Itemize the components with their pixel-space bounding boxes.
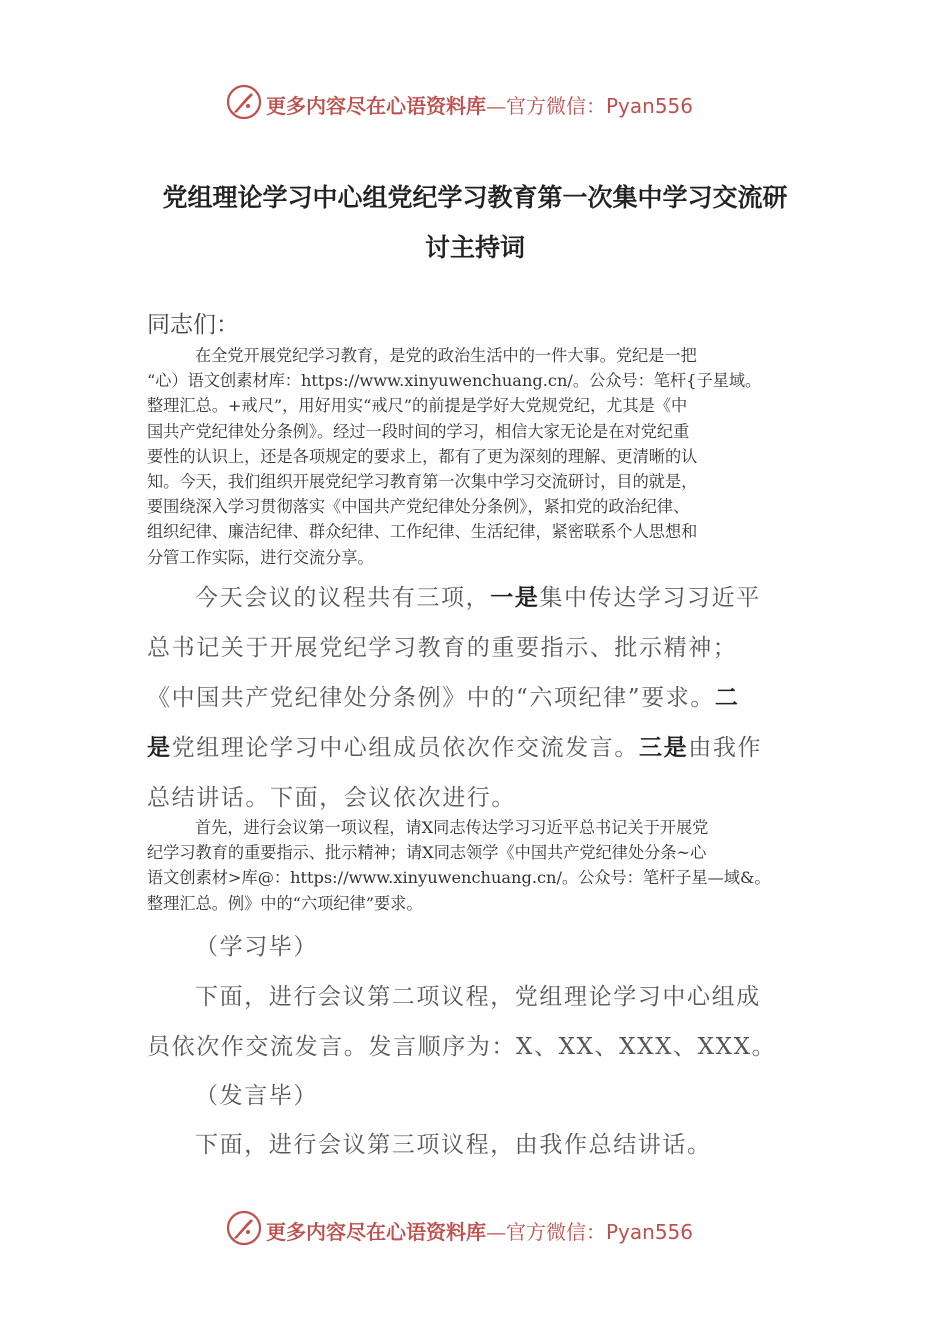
paragraph-line: 国共产党纪律处分条例》。经过一段时间的学习，相信大家无论是在对党纪重: [147, 421, 690, 441]
wechat-id: Pyan556: [606, 1220, 694, 1244]
second-item-line: 员依次作交流发言。发言顺序为：X、XX、XXX、XXX。: [147, 1034, 777, 1060]
paragraph-line: 分管工作实际，进行交流分享。: [147, 547, 374, 567]
third-item-line: 下面，进行会议第三项议程，由我作总结讲话。: [195, 1132, 712, 1158]
paragraph-line: 知。今天，我们组织开展党纪学习教育第一次集中学习交流研讨，目的就是，: [147, 472, 698, 492]
paragraph-line: 整理汇总。例》中的“六项纪律”要求。: [147, 893, 423, 913]
agenda-line: 《中国共产党纪律处分条例》中的“六项纪律”要求。二: [147, 685, 740, 711]
wechat-label: 官方微信：: [506, 1220, 606, 1244]
document-title-line1: 党组理论学习中心组党纪学习教育第一次集中学习交流研: [162, 183, 788, 212]
paragraph-first-item: [147, 815, 815, 916]
agenda-line: 是党组理论学习中心组成员依次作交流发言。三是由我作: [147, 735, 763, 761]
footer-banner: [0, 1206, 950, 1250]
pen-nib-logo-icon: [226, 1210, 262, 1246]
banner-title: 更多内容尽在心语资料库: [266, 1220, 486, 1244]
paragraph-line: “心）语文创素材库：https://www.xinyuwenchuang.cn/。公众号：笔杆{子星域。: [147, 371, 762, 391]
banner-separator: —: [486, 94, 506, 118]
wechat-label: 官方微信：: [506, 94, 606, 118]
banner-title: 更多内容尽在心语资料库: [266, 94, 486, 118]
speech-done-note: （发言毕）: [195, 1083, 318, 1109]
agenda-line: 总书记关于开展党纪学习教育的重要指示、批示精神；: [147, 635, 738, 661]
header-banner: [0, 80, 950, 124]
paragraph-line: 在全党开展党纪学习教育，是党的政治生活中的一件大事。党纪是一把: [195, 346, 697, 365]
agenda-line: 总结讲话。下面，会议依次进行。: [147, 785, 516, 811]
paragraph-line: 组织纪律、廉洁纪律、群众纪律、工作纪律、生活纪律，紧密联系个人思想和: [147, 522, 698, 542]
paragraph-line: 首先，进行会议第一项议程，请X同志传达学习习近平总书记关于开展党: [195, 818, 709, 837]
salutation: 同志们：: [147, 312, 239, 338]
banner-text: [266, 90, 693, 119]
second-item-line: 下面，进行会议第二项议程，党组理论学习中心组成: [195, 984, 761, 1010]
wechat-id: Pyan556: [606, 94, 694, 118]
paragraph-line: 要性的认识上，还是各项规定的要求上，都有了更为深刻的理解、更清晰的认: [147, 446, 698, 466]
paragraph-line: 语文创素材>库@：https://www.xinyuwenchuang.cn/。公众号：笔杆子星—域&。: [147, 868, 771, 888]
document-title-line2: 讨主持词: [424, 233, 525, 262]
agenda-line: 今天会议的议程共有三项，一是集中传达学习习近平: [195, 585, 761, 611]
banner-text: [266, 1216, 693, 1245]
paragraph-line: 要围绕深入学习贯彻落实《中国共产党纪律处分条例》，紧扣党的政治纪律、: [147, 497, 690, 517]
pen-nib-logo-icon: [226, 84, 262, 120]
paragraph-intro: [147, 343, 815, 570]
paragraph-line: 纪学习教育的重要指示、批示精神；请X同志领学《中国共产党纪律处分条~心: [147, 843, 707, 863]
study-done-note: （学习毕）: [195, 934, 318, 960]
paragraph-line: 整理汇总。+戒尺”，用好用实“戒尺”的前提是学好大党规党纪，尤其是《中: [147, 396, 688, 416]
banner-separator: —: [486, 1220, 506, 1244]
